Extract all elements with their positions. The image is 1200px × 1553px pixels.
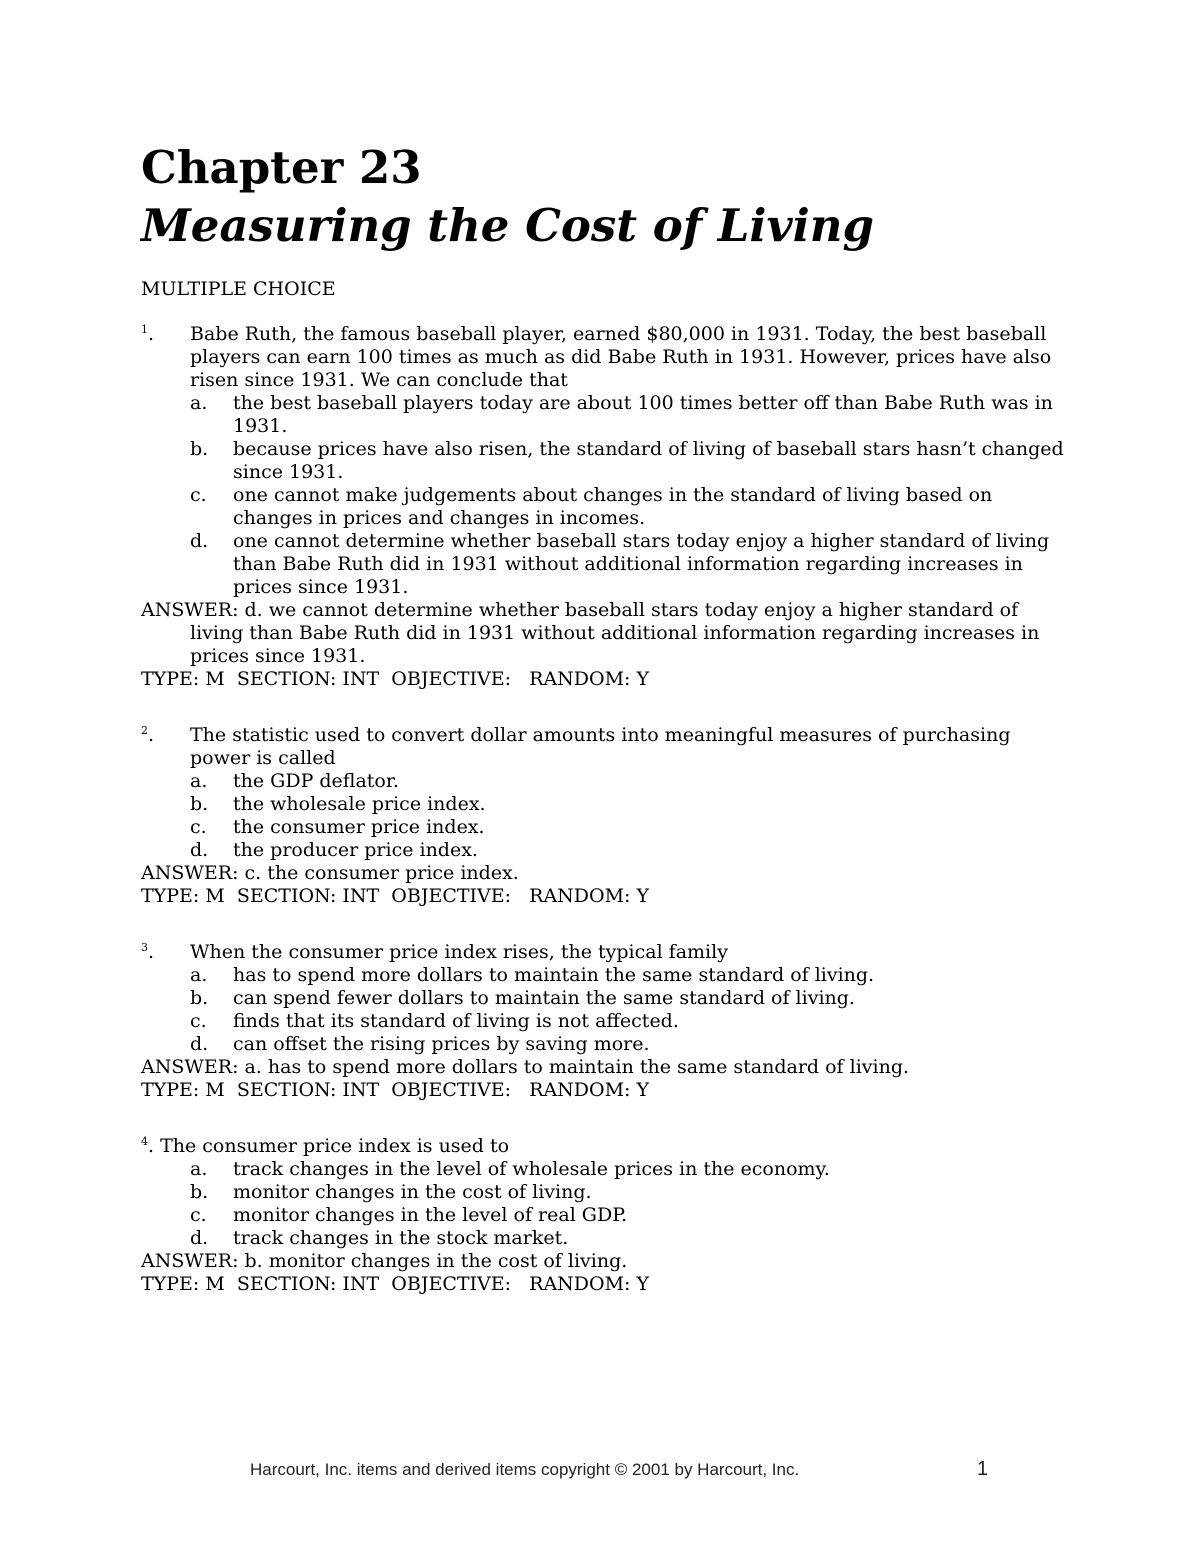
answer-line: ANSWER: a. has to spend more dollars to maintain the same standard of living. [141,1056,910,1078]
question-4 [141,1135,1071,1296]
meta-line: TYPE: M SECTION: INT OBJECTIVE: RANDOM: Y [141,885,650,907]
meta-line: TYPE: M SECTION: INT OBJECTIVE: RANDOM: Y [141,1079,650,1101]
option: b. the wholesale price index. [190,793,486,815]
question-stem: $^1$. Babe Ruth, the famous baseball player, earned $80,000 in 1931. Today, the best baseball players can earn 100 times as much as did Babe Ruth in 1931. However, prices have also risen since 1931. We can conclude that [141,323,1052,391]
question-2 [141,724,1071,908]
question-number: $^4$. [141,1135,161,1157]
option: a. the GDP deflator. [190,770,399,792]
meta-line: TYPE: M SECTION: INT OBJECTIVE: RANDOM: Y [141,1273,650,1295]
section-heading: MULTIPLE CHOICE [141,278,336,300]
question-1 [141,323,1071,691]
answer-line: ANSWER: c. the consumer price index. [141,862,519,884]
option: b. can spend fewer dollars to maintain the same standard of living. [190,987,855,1009]
chapter-title: Measuring the Cost of Living [141,199,874,252]
question-stem: $^2$. The statistic used to convert dollar amounts into meaningful measures of purchasing power is called [141,724,1011,769]
question-number: $^2$. [141,724,155,746]
footer-copyright: Harcourt, Inc. items and derived items copyright © 2001 by Harcourt, Inc. [250,1460,800,1479]
answer-line: ANSWER: d. we cannot determine whether baseball stars today enjoy a higher standard of living than Babe Ruth did in 1931 without additional information regarding increases in prices since 1931. [141,599,1040,667]
option: d. can offset the rising prices by saving more. [190,1033,650,1055]
question-3 [141,941,1071,1102]
meta-line: TYPE: M SECTION: INT OBJECTIVE: RANDOM: Y [141,668,650,690]
option: c. monitor changes in the level of real GDP. [190,1204,628,1226]
option: d. the producer price index. [190,839,478,861]
option: b. monitor changes in the cost of living. [190,1181,592,1203]
option: d. one cannot determine whether baseball stars today enjoy a higher standard of living than Babe Ruth did in 1931 without additional information regarding increases in prices since 1931. [190,530,1050,598]
question-number: $^3$. [141,941,155,963]
option: a. track changes in the level of wholesale prices in the economy. [190,1158,830,1180]
option: c. finds that its standard of living is not affected. [190,1010,679,1032]
option: c. the consumer price index. [190,816,485,838]
option: d. track changes in the stock market. [190,1227,569,1249]
question-stem: $^3$. When the consumer price index rises, the typical family [141,941,728,963]
option: b. because prices have also risen, the standard of living of baseball stars hasn’t changed since 1931. [190,438,1064,483]
option: a. has to spend more dollars to maintain the same standard of living. [190,964,875,986]
question-stem: $^4$. The consumer price index is used to [141,1135,510,1157]
question-number: $^1$. [141,323,155,345]
chapter-number: Chapter 23 [141,141,422,194]
option: a. the best baseball players today are about 100 times better off than Babe Ruth was in 1931. [190,392,1053,437]
answer-line: ANSWER: b. monitor changes in the cost of living. [141,1250,628,1272]
document-page [141,138,1071,1329]
page-number: 1 [977,1458,989,1480]
option: c. one cannot make judgements about changes in the standard of living based on changes in prices and changes in incomes. [190,484,993,529]
